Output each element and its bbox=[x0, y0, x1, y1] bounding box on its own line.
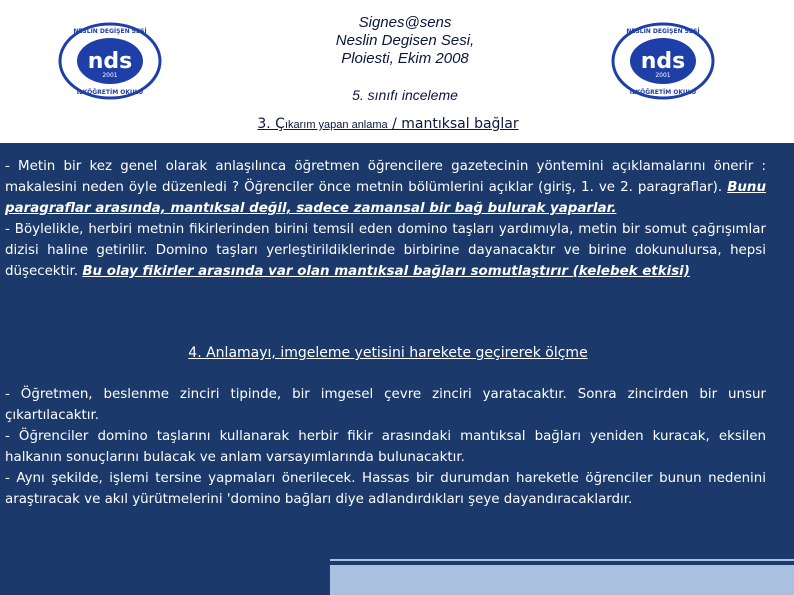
logo-center-text: nds bbox=[640, 49, 686, 74]
event-subtitle: Neslin Degisen Sesi, bbox=[335, 32, 475, 49]
section-3-body bbox=[5, 156, 766, 282]
section-4-body bbox=[5, 384, 766, 510]
school-logo-left bbox=[58, 22, 162, 100]
nds-logo-icon bbox=[58, 22, 162, 100]
logo-top-text: NESLİN DEGİŞEN SESİ bbox=[626, 28, 700, 35]
section-3-rest: / mantıksal bağlar bbox=[387, 116, 519, 132]
section-3-title bbox=[0, 116, 776, 132]
logo-bottom-text: İLKÖĞRETİM OKULU bbox=[76, 89, 144, 96]
logo-year-text: 2001 bbox=[102, 72, 118, 79]
section-3-number: 3. Ç bbox=[257, 116, 285, 132]
p2-item-a: - Öğretmen, beslenme zinciri tipinde, bir imgesel çevre zinciri yaratacaktır. Sonra zincirden bir unsur çıkartılacaktır. bbox=[5, 387, 766, 423]
logo-bottom-text: İLKÖĞRETİM OKULU bbox=[629, 89, 697, 96]
event-heading bbox=[230, 14, 580, 68]
section-4-title: 4. Anlamayı, imgeleme yetisini harekete geçirerek ölçme bbox=[188, 345, 588, 361]
logo-top-text: NESLİN DEGİŞEN SESİ bbox=[73, 28, 147, 35]
footer-accent-bar bbox=[330, 565, 794, 595]
p1-text-a: - Metin bir kez genel olarak anlaşılınca öğretmen öğrencilere gazetecinin yöntemini açıklamalarını önerir : makalesini neden öyle düzenledi ? Öğrenciler önce metnin bölümlerini açıklar (giriş, 1. ve 2. paragraflar). bbox=[5, 159, 766, 195]
section-3-small: ıkarım yapan anlama bbox=[284, 119, 388, 131]
p1-emphasis-d: Bu olay fikirler arasında var olan mantıksal bağları somutlaştırır (kelebek etkisi) bbox=[82, 264, 690, 279]
logo-year-text: 2001 bbox=[655, 72, 671, 79]
p1-text-c: - Böylelikle, herbiri metnin fikirlerinden birini temsil eden domino taşları yardımıyla, metin bir somut çağrışımlar dizisi haline getirilir. Domino taşları yerleştirildiklerinde birbirine dayanacaktır ve birine dokunulursa, hepsi düşecektir. bbox=[5, 222, 766, 279]
p2-item-b: - Öğrenciler domino taşlarını kullanarak herbir fikir arasındaki mantıksal bağları yeniden kuracak, eksilen halkanın sonuçlarını bulacak ve anlam varsayımlarında bulunacaktır. bbox=[5, 429, 766, 465]
nds-logo-icon bbox=[611, 22, 715, 100]
footer-rule bbox=[330, 559, 794, 561]
logo-center-text: nds bbox=[87, 49, 133, 74]
p2-item-c: - Aynı şekilde, işlemi tersine yapmaları önerilecek. Hassas bir durumdan hareketle öğrenciler bunun nedenini araştıracak ve akıl yürütmelerini 'domino bağları diye adlandırdıkları şeye dayandıracaklardır. bbox=[5, 471, 766, 507]
school-logo-right bbox=[611, 22, 715, 100]
event-title: Signes@sens bbox=[358, 14, 452, 31]
lesson-label: 5. sınıfı inceleme bbox=[352, 87, 458, 103]
event-place-date: Ploiesti, Ekim 2008 bbox=[341, 50, 469, 67]
p1-emphasis-b: Bunu paragraflar arasında, mantıksal değil, sadece zamansal bir bağ bulurak yaparlar. bbox=[5, 180, 766, 216]
